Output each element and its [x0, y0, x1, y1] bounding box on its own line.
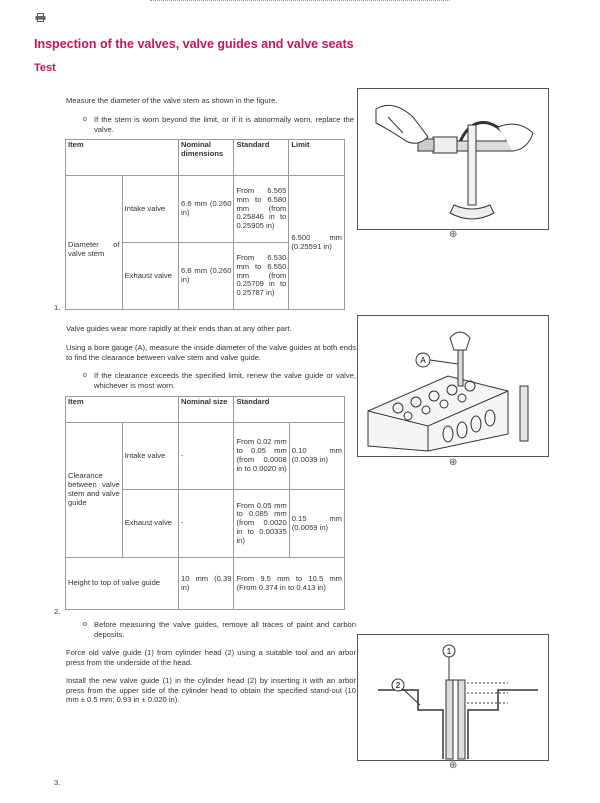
micrometer-figure	[357, 88, 549, 230]
group-cell: Diameter of valve stem	[66, 176, 123, 310]
step1-intro: Measure the diameter of the valve stem as shown in the figure.	[66, 96, 278, 105]
nominal-exhaust: 6.6 mm (0.260 in)	[179, 243, 234, 310]
step3-bullet: o Before measuring the valve guides, remove all traces of paint and carbon deposits.	[94, 620, 356, 639]
bore-gauge-figure	[357, 315, 549, 457]
sub-exhaust: Exhaust valve	[122, 243, 178, 310]
header-standard: Standard	[234, 397, 345, 423]
printer-icon[interactable]	[35, 13, 46, 22]
step1-number: 1.	[54, 303, 61, 312]
header-item: Item	[66, 397, 179, 423]
top-rule	[150, 0, 450, 4]
height-item: Height to top of valve guide	[66, 558, 179, 610]
zoom-icon[interactable]: ⊕	[449, 457, 458, 468]
step3-number: 3.	[54, 778, 61, 787]
sub-intake: Intake valve	[122, 176, 178, 243]
valve-stem-table	[65, 139, 345, 310]
standard-intake: From 0.02 mm to 0.05 mm (from 0.0008 in to 0.0020 in)	[234, 423, 289, 490]
step2-number: 2.	[54, 607, 61, 616]
callout-a: A	[420, 356, 426, 365]
step3-para1: Force old valve guide (1) from cylinder head (2) using a suitable tool and an arbor press from the underside of the head.	[66, 648, 356, 667]
section-title: Test	[34, 62, 56, 74]
step2-bullet: o If the clearance exceeds the specified limit, renew the valve guide or valve, whichever is most worn.	[94, 371, 356, 390]
limit-intake: 0.10 mm (0.0039 in)	[289, 423, 344, 490]
step2-intro: Valve guides wear more rapidly at their ends than at any other part.	[66, 324, 292, 333]
valve-guide-figure	[357, 634, 549, 761]
nominal-exhaust: -	[178, 490, 233, 558]
clearance-table	[65, 396, 345, 610]
sub-exhaust: Exhaust valve	[122, 490, 178, 558]
header-standard: Standard	[234, 140, 289, 176]
zoom-icon[interactable]: ⊕	[449, 760, 458, 771]
header-limit: Limit	[289, 140, 345, 176]
standard-intake: From 6.565 mm to 6.580 mm (from 0.25846 in to 0.25905 in)	[234, 176, 289, 243]
sub-intake: Intake valve	[122, 423, 178, 490]
step2-intro2: Using a bore gauge (A), measure the inside diameter of the valve guides at both ends to find the clearance between valve stem and valve guide.	[66, 343, 356, 362]
callout-2: 2	[395, 681, 401, 690]
limit-exhaust: 0.15 mm (0.0059 in)	[289, 490, 344, 558]
limit-cell: 6.500 mm (0.25591 in)	[289, 176, 345, 310]
nominal-intake: -	[178, 423, 233, 490]
page-title: Inspection of the valves, valve guides and valve seats	[34, 37, 354, 51]
step3-para2: Install the new valve guide (1) in the cylinder head (2) by inserting it with an arbor press from the upper side of the cylinder head to obtain the specified stand-out (10 mm ± 0.5 mm; 0.93 in ± 0.020 in).	[66, 676, 356, 705]
group-cell: Clearance between valve stem and valve guide	[66, 423, 123, 558]
callout-1: 1	[446, 647, 452, 656]
step1-bullet: o If the stem is worn beyond the limit, or if it is abnormally worn, replace the valve.	[94, 115, 354, 134]
header-nominal: Nominal dimensions	[179, 140, 234, 176]
standard-exhaust: From 6.530 mm to 6.550 mm (from 0.25709 in to 0.25787 in)	[234, 243, 289, 310]
zoom-icon[interactable]: ⊕	[449, 229, 458, 240]
nominal-intake: 6.6 mm (0.260 in)	[179, 176, 234, 243]
header-item: Item	[66, 140, 179, 176]
standard-exhaust: From 0.05 mm to 0.085 mm (from 0.0020 in to 0.00335 in)	[234, 490, 289, 558]
height-nominal: 10 mm (0.39 in)	[178, 558, 233, 610]
height-standard: From 9.5 mm to 10.5 mm (From 0.374 in to 0.413 in)	[234, 558, 345, 610]
header-nominal: Nominal size	[178, 397, 233, 423]
